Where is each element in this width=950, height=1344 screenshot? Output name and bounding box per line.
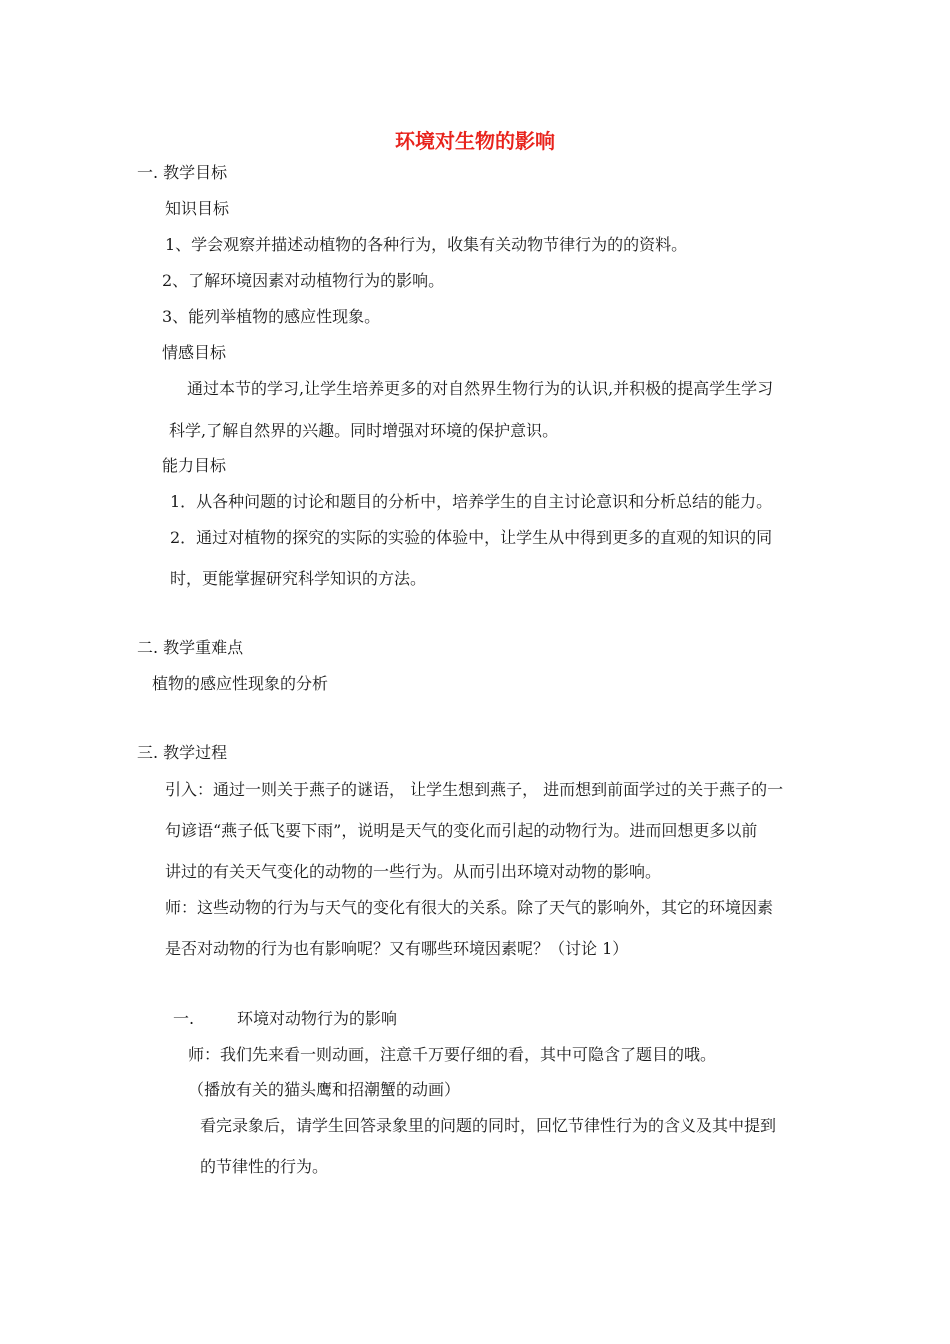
document-title: 环境对生物的影响 <box>395 129 555 153</box>
knowledge-goals-heading: 知识目标 <box>165 199 230 218</box>
ability-item: 2．通过对植物的探究的实际的实验的体验中，让学生从中得到更多的直观的知识的同 <box>170 528 773 547</box>
ability-item: 时，更能掌握研究科学知识的方法。 <box>170 569 427 588</box>
section-heading-goals: 一. 教学目标 <box>137 163 228 182</box>
ability-item: 1．从各种问题的讨论和题目的分析中，培养学生的自主讨论意识和分析总结的能力。 <box>170 492 773 511</box>
knowledge-item: 2、了解环境因素对动植物行为的影响。 <box>162 271 445 290</box>
teacher-paragraph: 是否对动物的行为也有影响呢？又有哪些环境因素呢？（讨论 1） <box>165 939 629 958</box>
key-points-text: 植物的感应性现象的分析 <box>152 674 329 693</box>
subsection-teacher-text: 师：我们先来看一则动画，注意千万要仔细的看，其中可隐含了题目的哦。 <box>188 1045 717 1064</box>
subsection-after-text: 看完录象后，请学生回答录象里的问题的同时，回忆节律性行为的含义及其中提到 <box>200 1116 777 1135</box>
emotion-goals-text: 科学,了解自然界的兴趣。同时增强对环境的保护意识。 <box>169 421 559 440</box>
subsection-number: 一. <box>173 1009 195 1028</box>
emotion-goals-heading: 情感目标 <box>162 343 227 362</box>
intro-paragraph: 讲过的有关天气变化的动物的一些行为。从而引出环境对动物的影响。 <box>165 862 662 881</box>
ability-goals-heading: 能力目标 <box>162 456 227 475</box>
emotion-goals-text: 通过本节的学习,让学生培养更多的对自然界生物行为的认识,并积极的提高学生学习 <box>187 379 774 398</box>
intro-paragraph: 引入：通过一则关于燕子的谜语， 让学生想到燕子， 进而想到前面学过的关于燕子的一 <box>165 780 784 799</box>
section-heading-key-points: 二. 教学重难点 <box>137 638 244 657</box>
subsection-heading: 环境对动物行为的影响 <box>237 1009 398 1028</box>
subsection-play-note: （播放有关的猫头鹰和招潮蟹的动画） <box>188 1080 461 1099</box>
knowledge-item: 3、能列举植物的感应性现象。 <box>162 307 381 326</box>
section-heading-process: 三. 教学过程 <box>137 743 228 762</box>
teacher-paragraph: 师：这些动物的行为与天气的变化有很大的关系。除了天气的影响外，其它的环境因素 <box>165 898 774 917</box>
knowledge-item: 1、学会观察并描述动植物的各种行为，收集有关动物节律行为的的资料。 <box>165 235 688 254</box>
intro-paragraph: 句谚语“燕子低飞要下雨”，说明是天气的变化而引起的动物行为。进而回想更多以前 <box>165 821 758 840</box>
subsection-after-text: 的节律性的行为。 <box>200 1157 329 1176</box>
